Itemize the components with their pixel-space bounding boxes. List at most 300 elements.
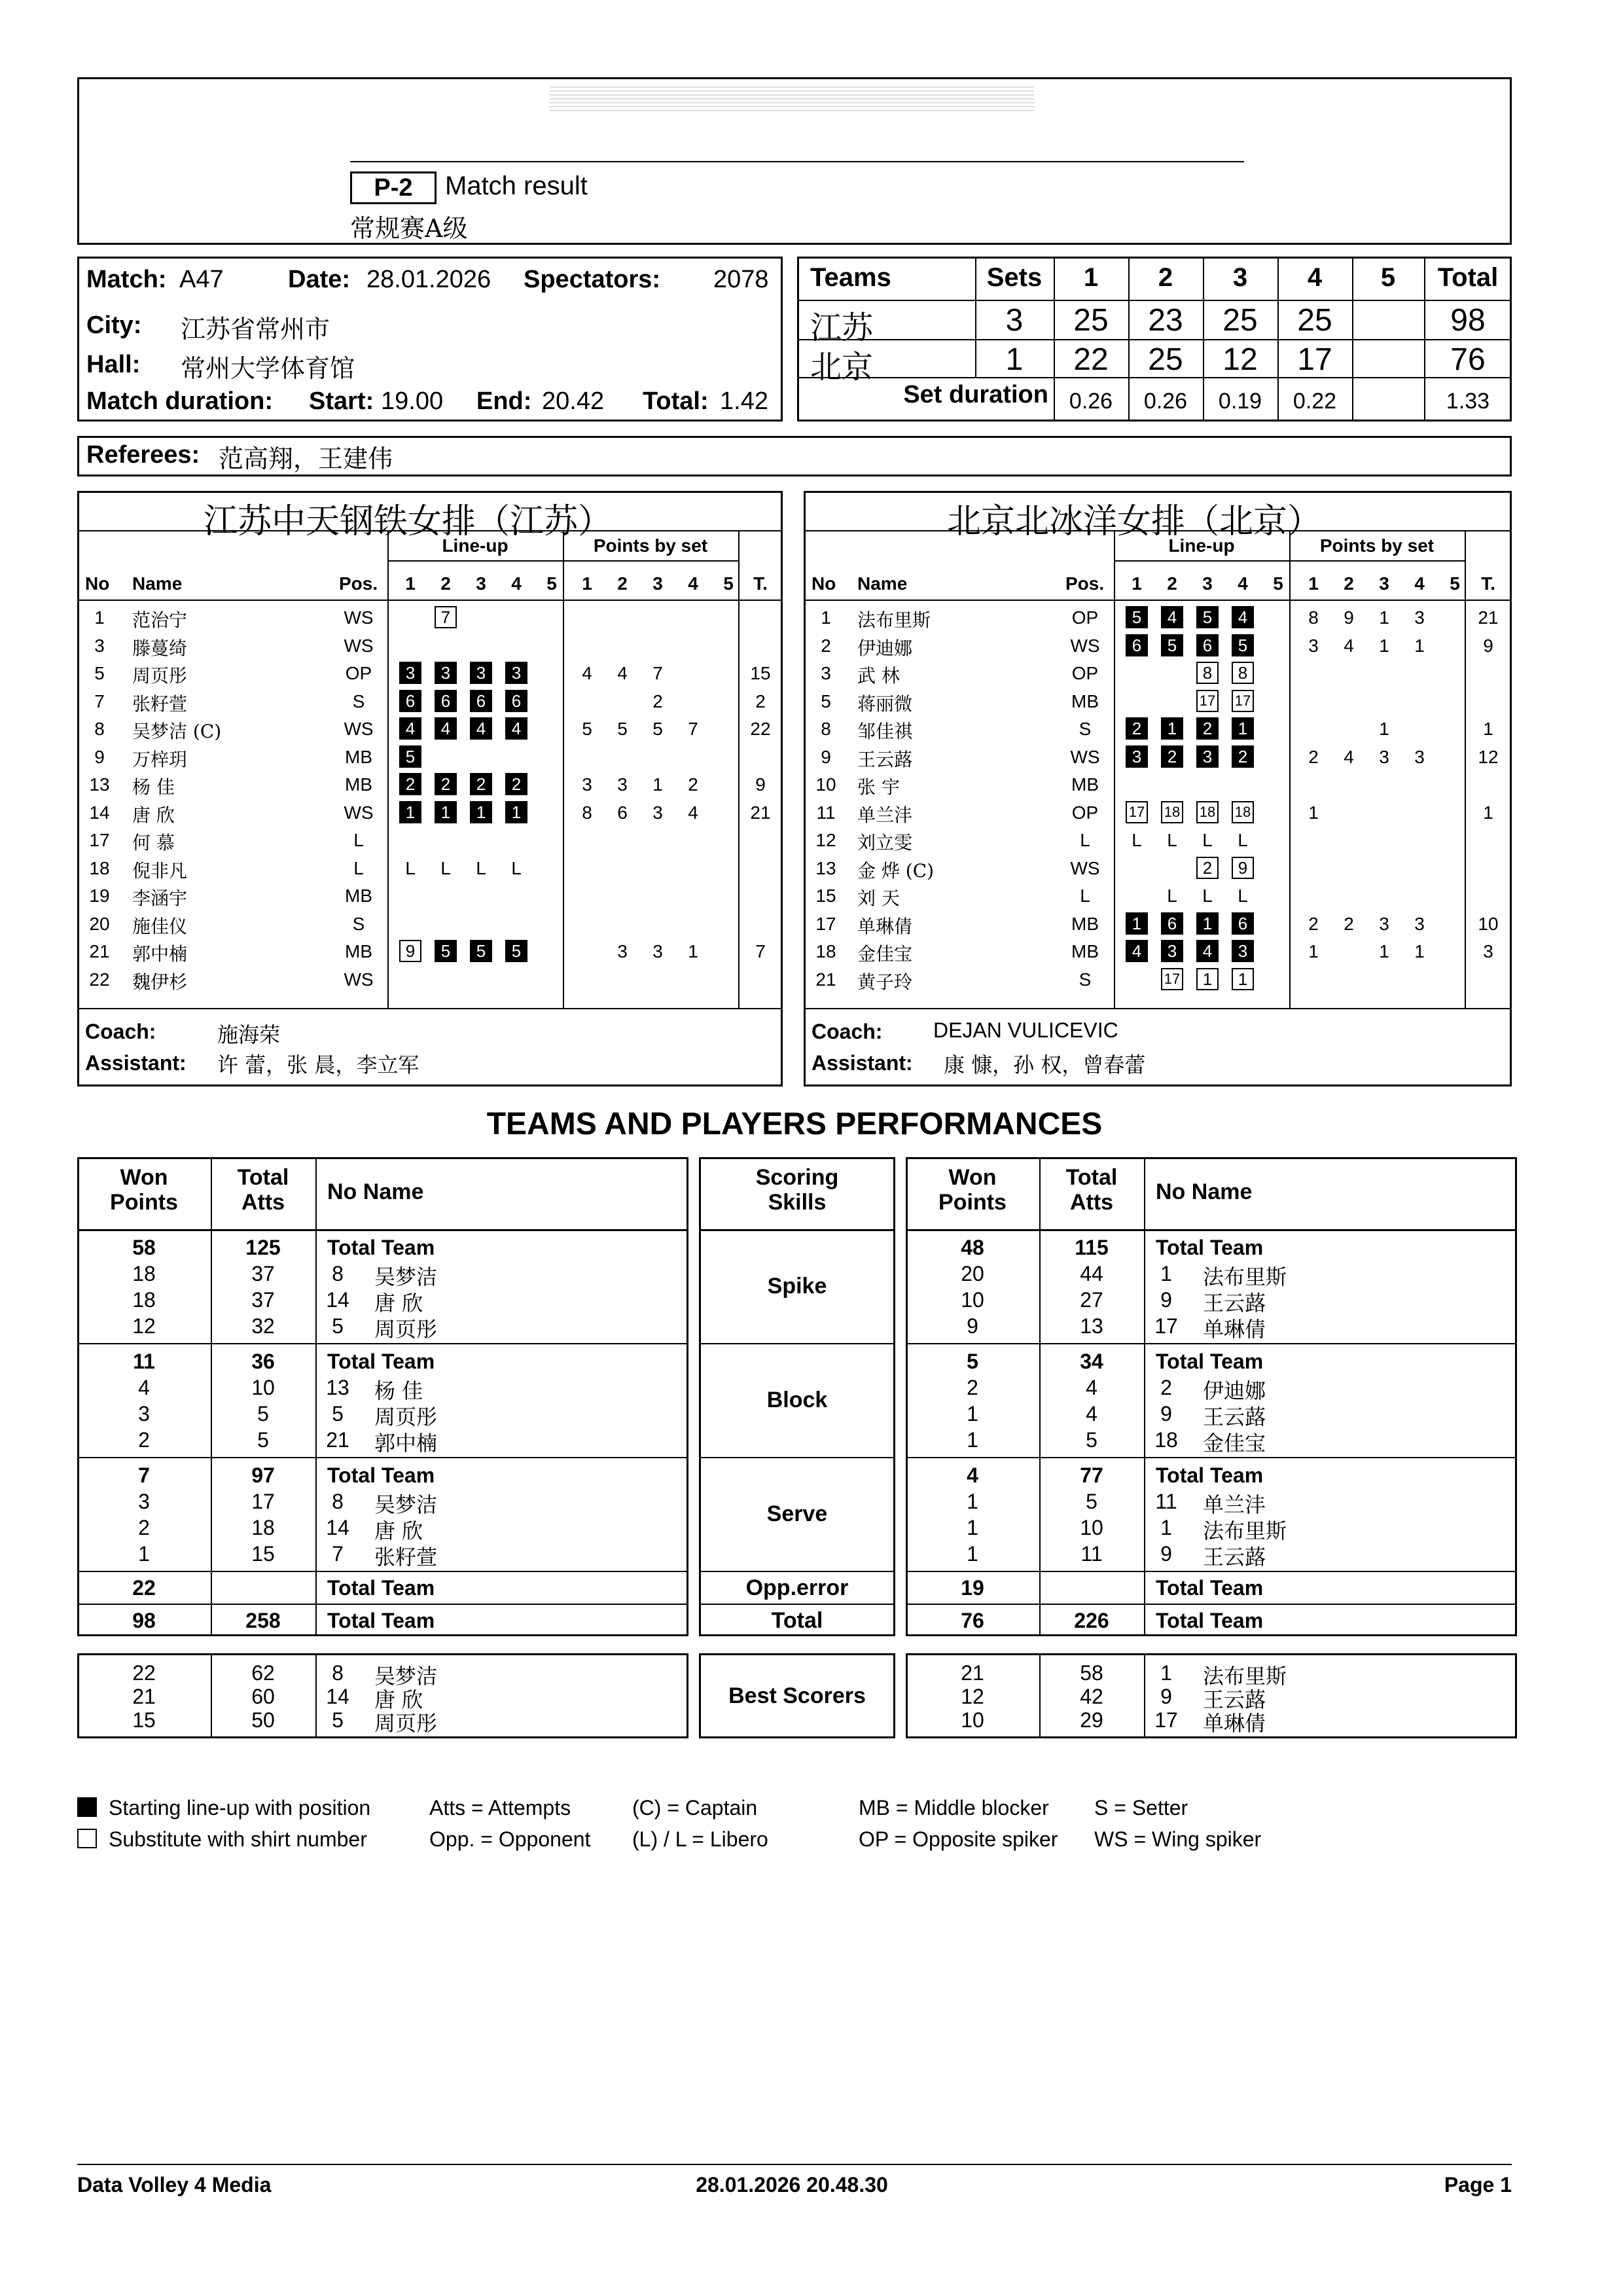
perf-player-number: 14 xyxy=(326,1288,349,1312)
perf-block-rule xyxy=(906,1604,1517,1605)
skill-label: Block xyxy=(766,1388,828,1412)
hall-value: 常州大学体育馆 xyxy=(181,354,355,383)
points-set: 2 xyxy=(1344,913,1354,934)
perf-block-rule xyxy=(906,1343,1517,1344)
perf-header-rule xyxy=(699,1229,895,1231)
perf-total-atts: 27 xyxy=(1080,1288,1103,1312)
perf-player-number: 1 xyxy=(1160,1516,1172,1539)
lineup-set-header: 4 xyxy=(511,573,522,594)
perf-total-atts: 11 xyxy=(1080,1542,1103,1566)
best-won-points: 22 xyxy=(132,1661,156,1685)
best-player-name: 唐 欣 xyxy=(374,1687,423,1712)
lineup-substitute-number: 2 xyxy=(1196,857,1219,879)
footer-left: Data Volley 4 Media xyxy=(77,2173,272,2197)
score-header: Sets xyxy=(986,263,1043,292)
best-won-points: 21 xyxy=(961,1661,984,1685)
score-cell-s3: 25 xyxy=(1222,303,1258,338)
legend-atts: Atts = Attempts xyxy=(429,1796,571,1820)
score-header: 2 xyxy=(1158,263,1173,292)
lineup-substitute-number: 17 xyxy=(1126,801,1148,823)
scoring-skills-header: Scoring Skills xyxy=(755,1165,839,1215)
player-name: 万梓玥 xyxy=(132,748,188,770)
score-header: Teams xyxy=(810,263,891,292)
player-name: 唐 欣 xyxy=(132,804,175,826)
perf-won-points: 7 xyxy=(138,1463,150,1487)
points-total: 12 xyxy=(1478,746,1499,767)
lineup-start-position: 3 xyxy=(470,662,492,684)
lineup-start-position: 5 xyxy=(1126,606,1148,628)
header-logo-stripes xyxy=(550,84,1034,111)
points-total: 1 xyxy=(1483,719,1493,739)
roster-col-line xyxy=(1114,530,1115,1008)
player-name: 刘 天 xyxy=(857,888,900,909)
player-number: 13 xyxy=(89,774,110,795)
score-cell-sets: 1 xyxy=(1005,342,1024,377)
best-player-number: 5 xyxy=(332,1708,344,1732)
best-total-atts: 58 xyxy=(1080,1661,1103,1685)
perf-player-number: 9 xyxy=(1160,1288,1172,1312)
perf-total-atts: 15 xyxy=(251,1542,275,1566)
lineup-start-position: 6 xyxy=(435,690,457,712)
lineup-substitute-number: 9 xyxy=(1232,857,1254,879)
footer-page: Page 1 xyxy=(1444,2173,1512,2197)
perf-total-atts: 10 xyxy=(251,1376,275,1399)
lineup-set-header: 5 xyxy=(1273,573,1283,594)
score-cell-s4: 17 xyxy=(1297,342,1332,377)
legend-s: S = Setter xyxy=(1094,1796,1188,1820)
perf-won-points: 18 xyxy=(132,1262,156,1285)
player-number: 22 xyxy=(89,969,110,990)
points-set: 2 xyxy=(1308,913,1319,934)
referees-label: Referees: xyxy=(86,441,200,469)
player-position: L xyxy=(353,857,364,878)
perf-won-points: 1 xyxy=(967,1542,978,1566)
player-name: 法布里斯 xyxy=(857,609,931,631)
perf-total-team: Total Team xyxy=(1156,1463,1264,1487)
spectators-label: Spectators: xyxy=(524,266,661,293)
perf-won-points: 1 xyxy=(138,1542,150,1566)
spectators-value: 2078 xyxy=(713,266,769,293)
points-set: 1 xyxy=(1414,635,1425,656)
city-value: 江苏省常州市 xyxy=(181,315,330,344)
player-position: WS xyxy=(344,802,374,823)
player-position: MB xyxy=(345,774,372,795)
lineup-start-position: 2 xyxy=(1196,717,1219,740)
player-name: 邹佳祺 xyxy=(857,721,913,742)
player-position: WS xyxy=(344,607,374,628)
player-name: 张 宇 xyxy=(857,776,900,798)
points-set: 2 xyxy=(688,774,698,795)
points-set: 4 xyxy=(688,802,698,823)
lineup-set-header: 4 xyxy=(1238,573,1248,594)
match-date: 28.01.2026 xyxy=(366,266,491,293)
lineup-substitute-number: 1 xyxy=(1232,968,1254,990)
lineup-start-position: 6 xyxy=(470,690,492,712)
assistant-label: Assistant: xyxy=(812,1051,913,1075)
team-name: 北京北冰洋女排（北京） xyxy=(946,502,1321,541)
points-set: 3 xyxy=(617,774,628,795)
set-duration-value: 0.22 xyxy=(1293,389,1337,414)
performance-title: TEAMS AND PLAYERS PERFORMANCES xyxy=(486,1107,1103,1141)
lineup-start-position: 4 xyxy=(1161,606,1183,628)
points-set: 1 xyxy=(1379,635,1389,656)
footer-rule xyxy=(77,2164,1512,2165)
lineup-libero: L xyxy=(1238,830,1248,850)
points-set: 3 xyxy=(652,941,663,961)
player-number: 3 xyxy=(821,663,831,683)
total-label: Total: xyxy=(643,387,709,415)
player-number: 20 xyxy=(89,913,110,934)
lineup-header: Line-up xyxy=(1168,535,1235,556)
points-set: 1 xyxy=(1379,719,1389,739)
player-position: MB xyxy=(345,746,372,767)
points-set: 4 xyxy=(1344,635,1354,656)
player-number: 10 xyxy=(815,774,836,795)
legend-mb: MB = Middle blocker xyxy=(859,1796,1049,1820)
roster-col-line xyxy=(738,530,740,1008)
score-cell-team: 江苏 xyxy=(810,310,874,346)
name-header: Name xyxy=(857,573,908,594)
lineup-start-position: 4 xyxy=(399,717,421,740)
lineup-start-position: 6 xyxy=(399,690,421,712)
perf-total-atts: 226 xyxy=(1074,1609,1109,1632)
perf-total-won: 76 xyxy=(961,1609,984,1632)
opp-error-label: Opp.error xyxy=(745,1575,849,1600)
lineup-substitute-number: 9 xyxy=(399,940,421,962)
perf-total-team: Total Team xyxy=(1156,1236,1264,1259)
city-label: City: xyxy=(86,312,142,339)
player-name: 李涵宇 xyxy=(132,888,188,909)
lineup-start-position: 3 xyxy=(399,662,421,684)
best-won-points: 15 xyxy=(132,1708,156,1732)
score-cell-s1: 22 xyxy=(1073,342,1109,377)
lineup-start-position: 2 xyxy=(1161,745,1183,768)
perf-won-points: 1 xyxy=(967,1516,978,1539)
skill-label: Spike xyxy=(767,1274,827,1299)
lineup-start-position: 6 xyxy=(1126,634,1148,656)
score-header: 4 xyxy=(1307,263,1323,292)
perf-won-points: 3 xyxy=(138,1490,150,1513)
coach-name: 施海荣 xyxy=(217,1022,281,1047)
perf-player-name: 王云蕗 xyxy=(1203,1291,1266,1316)
perf-player-number: 17 xyxy=(1154,1314,1178,1338)
player-number: 8 xyxy=(94,719,105,739)
player-name: 伊迪娜 xyxy=(857,637,913,659)
lineup-start-position: 1 xyxy=(1161,717,1183,740)
player-number: 9 xyxy=(821,746,831,767)
lineup-start-position: 2 xyxy=(470,773,492,795)
roster-box xyxy=(804,491,1512,1086)
lineup-start-position: 4 xyxy=(1232,606,1254,628)
perf-total-atts: 5 xyxy=(257,1428,269,1452)
total-label: Total xyxy=(771,1608,823,1633)
perf-player-name: 法布里斯 xyxy=(1203,1518,1287,1543)
footer-timestamp: 28.01.2026 20.48.30 xyxy=(696,2173,888,2197)
points-set-header: 4 xyxy=(688,573,698,594)
perf-player-number: 8 xyxy=(332,1490,344,1513)
lineup-substitute-number: 18 xyxy=(1196,801,1219,823)
perf-player-number: 11 xyxy=(1155,1490,1177,1513)
player-name: 杨 佳 xyxy=(132,776,175,798)
perf-total-atts: 17 xyxy=(251,1490,275,1513)
points-set-header: 4 xyxy=(1414,573,1425,594)
perf-won-points: 9 xyxy=(967,1314,978,1338)
player-position: OP xyxy=(1071,802,1099,823)
t-header: T. xyxy=(753,573,768,594)
report-code: P-2 xyxy=(350,171,437,204)
points-set: 8 xyxy=(1308,607,1319,628)
perf-block-rule xyxy=(699,1571,895,1572)
score-cell-total: 76 xyxy=(1450,342,1486,377)
points-set: 3 xyxy=(1379,913,1389,934)
perf-opp_error-won: 19 xyxy=(961,1576,984,1600)
perf-total-atts: 18 xyxy=(251,1516,275,1539)
score-cell-s1: 25 xyxy=(1073,303,1109,338)
roster-col-line xyxy=(387,530,389,1008)
skill-label: Serve xyxy=(766,1501,828,1526)
hall-label: Hall: xyxy=(86,351,141,378)
perf-won-points: 2 xyxy=(138,1428,150,1452)
perf-player-name: 唐 欣 xyxy=(374,1291,423,1316)
player-position: L xyxy=(353,830,364,850)
lineup-start-position: 1 xyxy=(505,801,527,823)
lineup-start-position: 6 xyxy=(1232,912,1254,935)
score-cell-s2: 25 xyxy=(1148,342,1183,377)
perf-won-points: 2 xyxy=(138,1516,150,1539)
player-name: 倪非凡 xyxy=(132,859,188,882)
perf-won-points: 20 xyxy=(961,1262,984,1285)
points-set-header: 2 xyxy=(1344,573,1354,594)
lineup-start-position: 1 xyxy=(399,801,421,823)
lineup-set-header: 2 xyxy=(440,573,451,594)
best-total-atts: 42 xyxy=(1080,1685,1103,1708)
perf-player-name: 王云蕗 xyxy=(1203,1545,1266,1570)
points-set: 3 xyxy=(1414,607,1425,628)
lineup-start-position: 3 xyxy=(1196,745,1219,768)
player-position: S xyxy=(352,913,365,934)
points-total: 9 xyxy=(755,774,766,795)
score-header: 3 xyxy=(1232,263,1248,292)
perf-opp_error-team: Total Team xyxy=(1156,1576,1264,1600)
perf-block-rule xyxy=(699,1604,895,1605)
points-set: 2 xyxy=(652,691,663,711)
points-set-header: 1 xyxy=(582,573,592,594)
best-player-name: 王云蕗 xyxy=(1203,1687,1266,1712)
perf-opp_error-won: 22 xyxy=(132,1576,156,1600)
perf-won-points: 18 xyxy=(132,1288,156,1312)
points-set: 3 xyxy=(1414,913,1425,934)
legend-ws: WS = Wing spiker xyxy=(1094,1827,1262,1851)
perf-player-name: 金佳宝 xyxy=(1203,1431,1266,1456)
date-label: Date: xyxy=(288,266,351,293)
perf-total-atts: 44 xyxy=(1080,1262,1103,1285)
perf-player-number: 18 xyxy=(1154,1428,1178,1452)
pos-header: Pos. xyxy=(339,573,378,594)
points-set: 4 xyxy=(617,663,628,683)
perf-total-atts: 97 xyxy=(251,1463,275,1487)
perf-player-name: 周页彤 xyxy=(374,1317,438,1342)
player-number: 5 xyxy=(94,663,105,683)
player-name: 施佳仪 xyxy=(132,915,188,937)
player-position: OP xyxy=(1071,663,1099,683)
no-name-header: No Name xyxy=(327,1179,424,1204)
player-position: MB xyxy=(345,941,372,961)
score-cell-sets: 3 xyxy=(1005,303,1024,338)
player-number: 17 xyxy=(815,913,836,934)
legend-captain: (C) = Captain xyxy=(632,1796,758,1820)
legend-sub-text: Substitute with shirt number xyxy=(109,1827,367,1851)
points-set: 9 xyxy=(1344,607,1354,628)
points-total: 2 xyxy=(755,691,766,711)
best-player-name: 周页彤 xyxy=(374,1711,438,1736)
best-total-atts: 29 xyxy=(1080,1708,1103,1732)
lineup-start-position: 3 xyxy=(1126,745,1148,768)
player-position: OP xyxy=(345,663,372,683)
lineup-substitute-number: 17 xyxy=(1161,968,1183,990)
best-col-line xyxy=(315,1653,317,1738)
lineup-start-position: 1 xyxy=(435,801,457,823)
score-cell-s4: 25 xyxy=(1297,303,1332,338)
points-set: 1 xyxy=(1414,941,1425,961)
player-number: 18 xyxy=(89,857,110,878)
player-number: 21 xyxy=(89,941,110,961)
lineup-start-position: 4 xyxy=(1126,940,1148,962)
player-number: 21 xyxy=(815,969,836,990)
lineup-start-position: 5 xyxy=(1232,634,1254,656)
won-points-header: Won Points xyxy=(938,1165,1007,1215)
lineup-substitute-number: 8 xyxy=(1232,662,1254,684)
lineup-set-header: 1 xyxy=(405,573,416,594)
perf-player-name: 王云蕗 xyxy=(1203,1405,1266,1429)
points-set: 1 xyxy=(652,774,663,795)
perf-total-team: Total Team xyxy=(327,1609,435,1632)
points-set: 3 xyxy=(1308,635,1319,656)
lineup-set-header: 3 xyxy=(476,573,486,594)
points-set: 6 xyxy=(617,802,628,823)
duration-label: Match duration: xyxy=(86,387,273,415)
points-set-header: 5 xyxy=(1450,573,1460,594)
perf-block-rule xyxy=(77,1571,688,1572)
roster-box xyxy=(77,491,783,1086)
lineup-start-position: 5 xyxy=(399,745,421,768)
player-number: 5 xyxy=(821,691,831,711)
player-name: 周页彤 xyxy=(132,665,188,687)
score-cell-s3: 12 xyxy=(1222,342,1258,377)
perf-total-atts: 5 xyxy=(1086,1428,1097,1452)
report-title: Match result xyxy=(445,171,588,200)
points-set: 1 xyxy=(1308,802,1319,823)
header-rule xyxy=(350,161,1244,162)
lineup-libero: L xyxy=(511,857,522,878)
perf-won-points: 5 xyxy=(967,1350,978,1373)
lineup-start-position: 2 xyxy=(1232,745,1254,768)
player-number: 1 xyxy=(94,607,105,628)
player-name: 金佳宝 xyxy=(857,943,913,965)
player-position: OP xyxy=(1071,607,1099,628)
total-atts-header: Total Atts xyxy=(237,1165,289,1215)
player-name: 蒋丽微 xyxy=(857,692,913,715)
lineup-libero: L xyxy=(1202,830,1213,850)
best-scorers-label: Best Scorers xyxy=(728,1683,866,1708)
perf-total-atts: 258 xyxy=(245,1609,281,1632)
score-header: Total xyxy=(1437,263,1499,292)
perf-total-atts: 36 xyxy=(251,1350,275,1373)
referees-value: 范高翔，王建伟 xyxy=(219,444,393,473)
points-set: 5 xyxy=(617,719,628,739)
points-total: 22 xyxy=(750,719,771,739)
points-set-header: 5 xyxy=(723,573,734,594)
total-value: 1.42 xyxy=(720,387,768,415)
lineup-start-position: 3 xyxy=(1232,940,1254,962)
perf-block-rule xyxy=(699,1457,895,1458)
lineup-set-header: 1 xyxy=(1132,573,1142,594)
lineup-start-position: 2 xyxy=(1126,717,1148,740)
points-set: 1 xyxy=(688,941,698,961)
roster-rule xyxy=(77,1008,783,1009)
best-player-number: 14 xyxy=(326,1685,349,1708)
perf-player-number: 13 xyxy=(326,1376,349,1399)
end-label: End: xyxy=(476,387,532,415)
player-position: WS xyxy=(1070,857,1100,878)
name-header: Name xyxy=(132,573,183,594)
perf-player-number: 5 xyxy=(332,1402,344,1426)
points-set: 1 xyxy=(1379,607,1389,628)
points-total: 1 xyxy=(1483,802,1493,823)
score-cell-team: 北京 xyxy=(810,349,874,386)
coach-name: DEJAN VULICEVIC xyxy=(933,1018,1118,1042)
points-total: 15 xyxy=(750,663,771,683)
lineup-libero: L xyxy=(1167,886,1177,906)
lineup-libero: L xyxy=(405,857,416,878)
lineup-libero: L xyxy=(1202,886,1213,906)
player-name: 武 林 xyxy=(857,665,900,687)
player-position: WS xyxy=(344,969,374,990)
legend-start-text: Starting line-up with position xyxy=(109,1796,371,1820)
lineup-start-position: 5 xyxy=(1161,634,1183,656)
player-position: WS xyxy=(1070,746,1100,767)
roster-col-line xyxy=(563,530,564,1008)
lineup-start-position: 5 xyxy=(470,940,492,962)
perf-player-number: 21 xyxy=(326,1428,349,1452)
competition-name: 常规赛A级 xyxy=(350,214,468,243)
lineup-start-position: 1 xyxy=(1232,717,1254,740)
legend-sub-swatch xyxy=(77,1829,97,1848)
player-number: 15 xyxy=(815,886,836,906)
lineup-start-position: 2 xyxy=(399,773,421,795)
perf-player-name: 周页彤 xyxy=(374,1405,438,1429)
perf-total-atts: 4 xyxy=(1086,1402,1097,1426)
points-set: 2 xyxy=(1308,746,1319,767)
points-total: 7 xyxy=(755,941,766,961)
score-cell-s2: 23 xyxy=(1148,303,1183,338)
assistant-label: Assistant: xyxy=(85,1051,187,1075)
perf-player-name: 吴梦洁 xyxy=(374,1492,438,1517)
points-set: 8 xyxy=(582,802,592,823)
lineup-start-position: 5 xyxy=(1196,606,1219,628)
score-cell-total: 98 xyxy=(1450,303,1486,338)
points-set: 3 xyxy=(582,774,592,795)
perf-total-atts: 10 xyxy=(1080,1516,1103,1539)
perf-won-points: 4 xyxy=(138,1376,150,1399)
perf-total-atts: 32 xyxy=(251,1314,275,1338)
perf-won-points: 1 xyxy=(967,1490,978,1513)
coach-label: Coach: xyxy=(812,1020,883,1043)
player-name: 王云蕗 xyxy=(857,748,913,770)
perf-player-name: 单琳倩 xyxy=(1203,1317,1266,1342)
start-label: Start: xyxy=(309,387,374,415)
perf-player-name: 杨 佳 xyxy=(374,1378,423,1403)
points-total: 21 xyxy=(1478,607,1499,628)
